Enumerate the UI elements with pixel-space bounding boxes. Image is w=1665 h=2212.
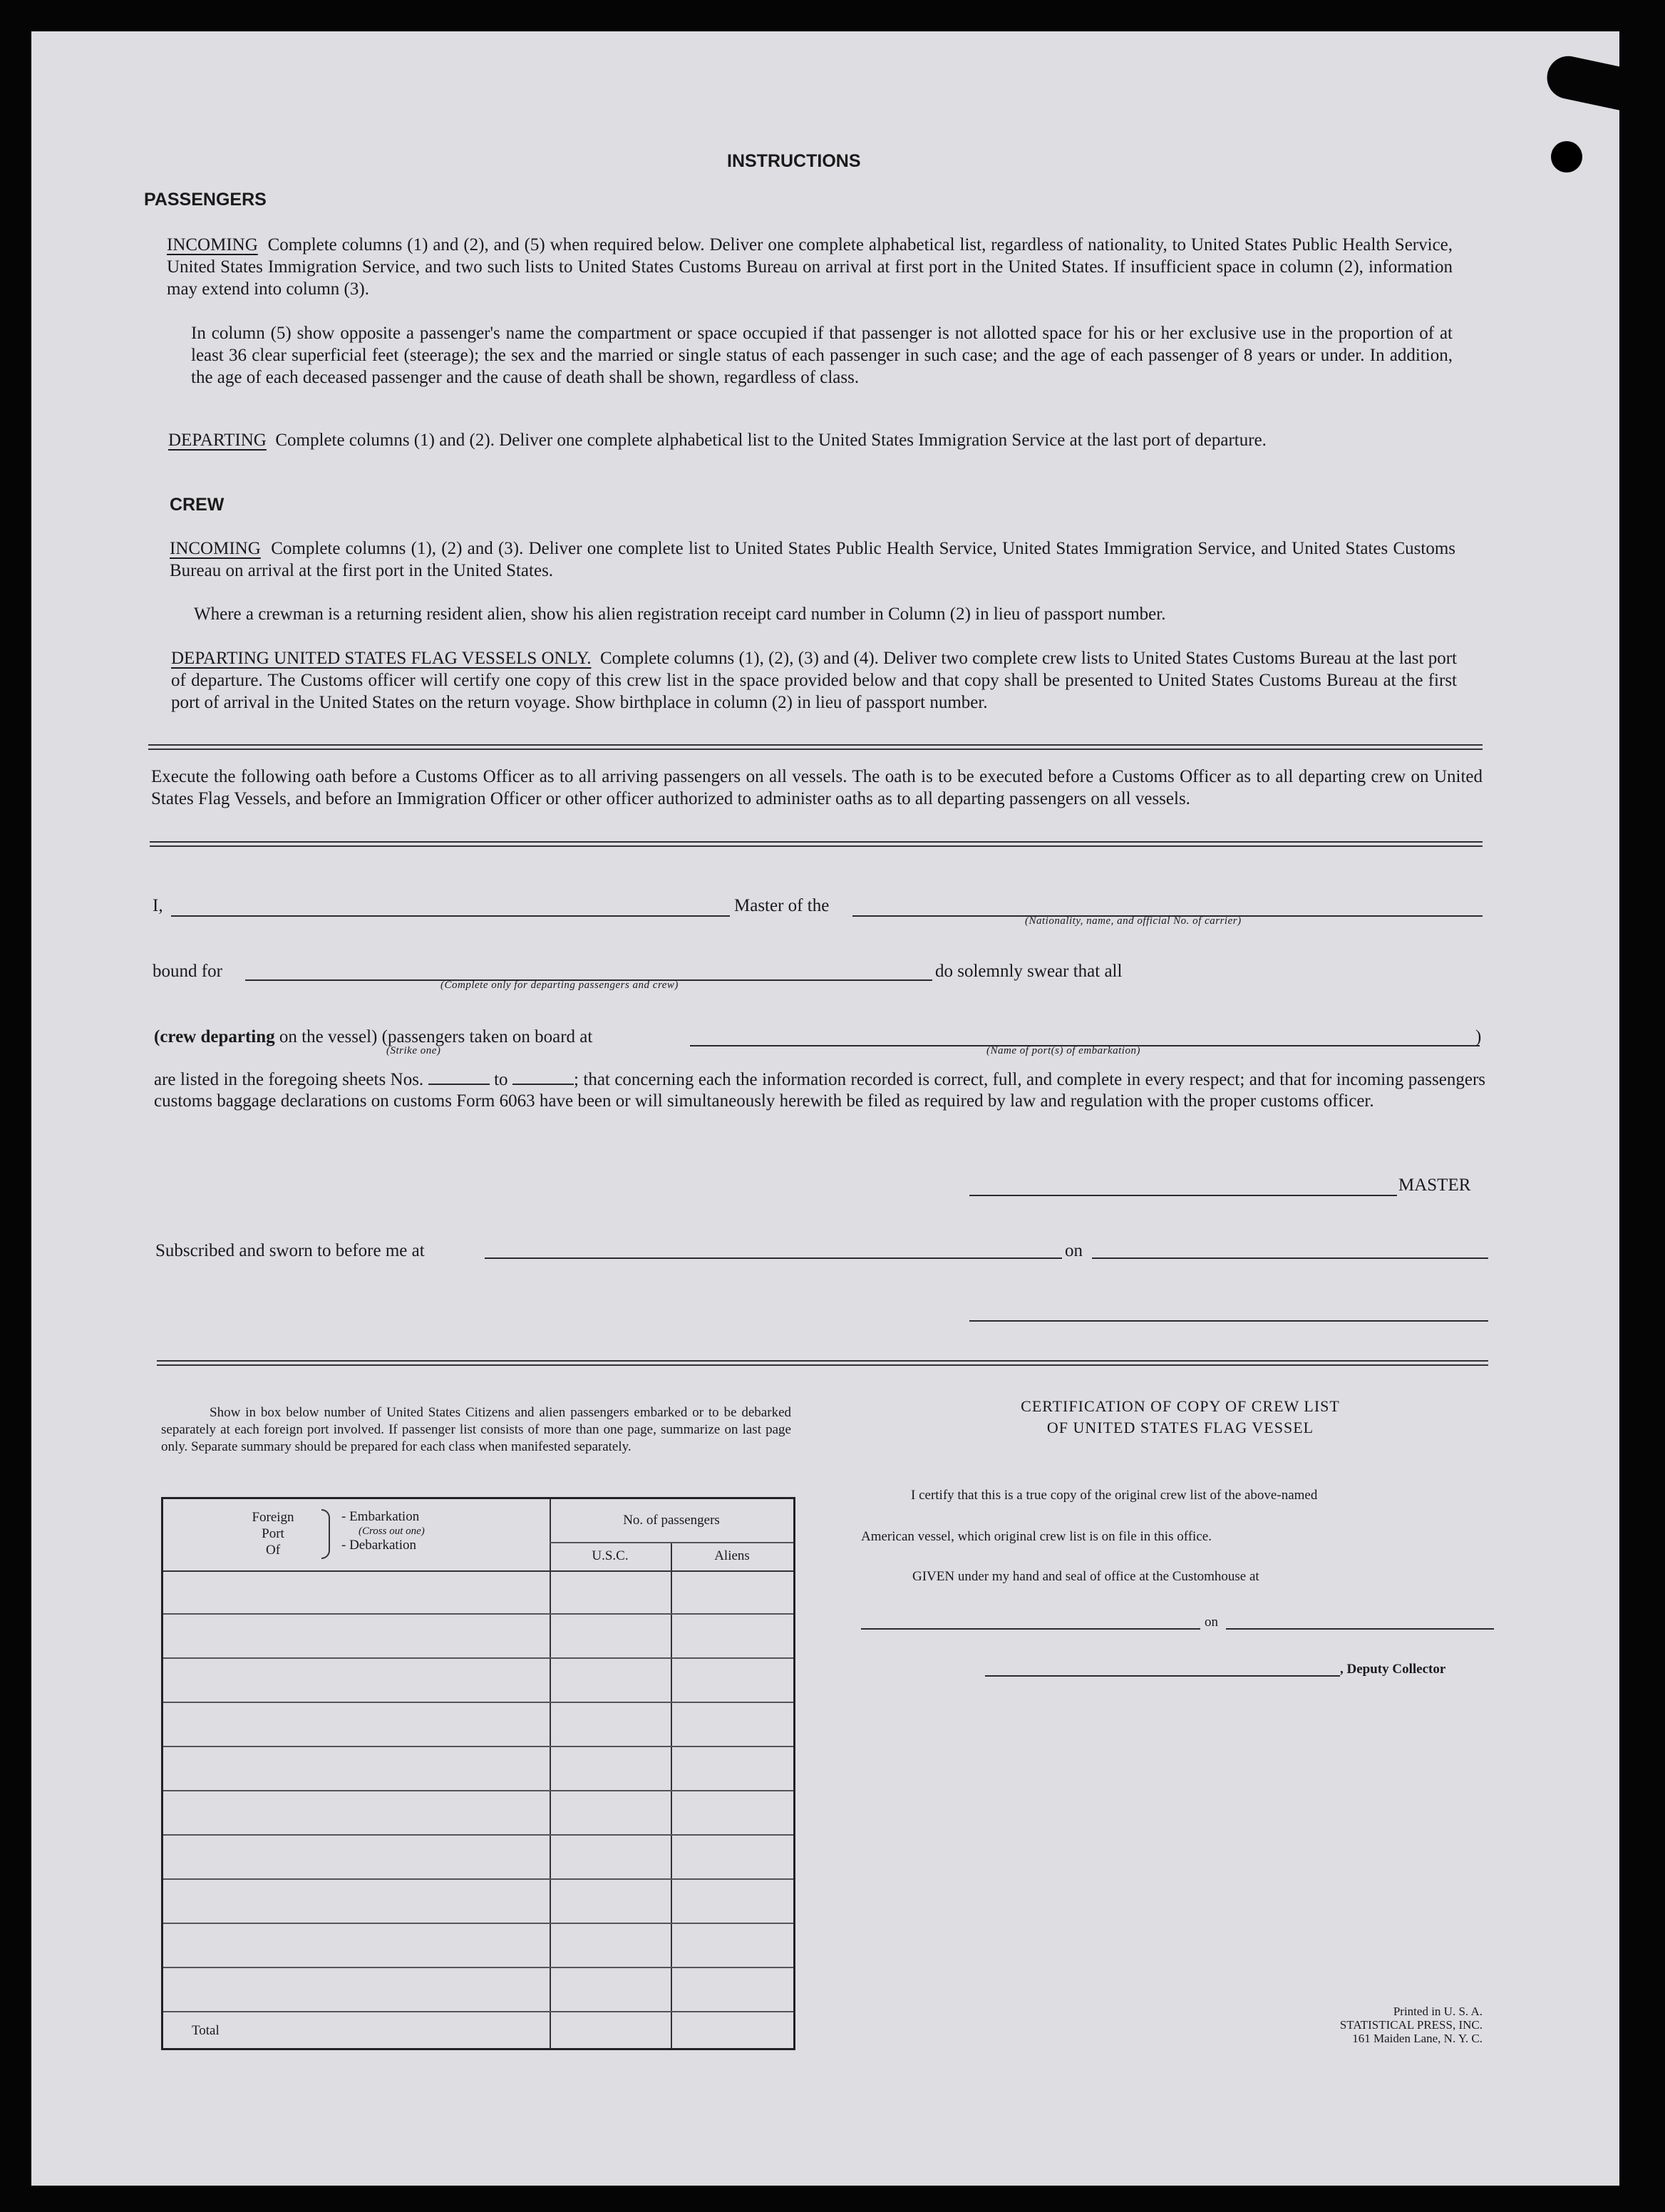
- sworn-on-label: on: [1065, 1241, 1083, 1260]
- master-signature-field[interactable]: [969, 1195, 1397, 1196]
- port-text: Port: [262, 1526, 284, 1541]
- column5-paragraph: In column (5) show opposite a passenger's name the compartment or space occupied if that passenger is not allotted space for his or her exclusive use in the proportion of at least 36 clear superficial feet (steerage); the sex and the married or single status of each passenger in such case; and the age of each passenger of 8 years or under. In addition, the age of each deceased passenger and the cause of death shall be shown, regardless of class.: [191, 324, 1453, 387]
- certification-date-field[interactable]: [1226, 1628, 1494, 1630]
- certification-title-line1: CERTIFICATION OF COPY OF CREW LIST: [1021, 1397, 1340, 1415]
- given-text: GIVEN under my hand and seal of office at the Customhouse at: [912, 1569, 1259, 1584]
- aliens-header: Aliens: [714, 1548, 750, 1563]
- certification-title-line2: OF UNITED STATES FLAG VESSEL: [1046, 1419, 1314, 1436]
- on-the-vessel-text[interactable]: on the vessel) (passengers taken on board at: [279, 1027, 593, 1046]
- foreign-port-of-header: [237, 1509, 309, 1558]
- brace: [321, 1509, 330, 1559]
- master-label: MASTER: [1398, 1176, 1471, 1195]
- sheet-to-field[interactable]: [512, 1069, 574, 1085]
- crew-passengers-line: [154, 1027, 592, 1048]
- to-text: to: [494, 1070, 508, 1089]
- flag-vessels-label: DEPARTING UNITED STATES FLAG VESSELS ONLY.: [171, 649, 592, 668]
- printer-line1: Printed in U. S. A.: [1393, 2005, 1483, 2018]
- passengers-departing-paragraph: [168, 429, 1453, 451]
- crew-incoming-text: Complete columns (1), (2) and (3). Deliver one complete list to United States Public Health Service, United States Immigration Service, and United States Customs Bureau on arrival at the first port in the United States.: [170, 539, 1456, 580]
- debarkation-option[interactable]: - Debarkation: [341, 1538, 416, 1553]
- name-of-port-caption: (Name of port(s) of embarkation): [986, 1045, 1140, 1056]
- crewman-paragraph: Where a crewman is a returning resident alien, show his alien registration receipt card number in Column (2) in lieu of passport number.: [194, 605, 1166, 624]
- solemnly-swear-text: do solemnly swear that all: [935, 962, 1123, 981]
- complete-only-caption: (Complete only for departing passengers and crew): [440, 979, 679, 991]
- listed-rest-text: ; that concerning each the information recorded is correct, full, and complete in every respect; and that for incoming passengers customs baggage declarations on customs Form 6063 have been or will simultaneously herewith be filed as required by law and regulation with the proper customs officer.: [154, 1070, 1485, 1111]
- i-label: I,: [153, 896, 163, 915]
- embarkation-debarkation-header: [341, 1509, 425, 1553]
- certification-on-label: on: [1205, 1615, 1218, 1630]
- divider: [150, 841, 1483, 847]
- certify-text: I certify that this is a true copy of the original crew list of the above-named: [911, 1488, 1318, 1503]
- sworn-place-field[interactable]: [485, 1257, 1062, 1259]
- total-label: Total: [192, 2023, 220, 2038]
- american-vessel-text: American vessel, which original crew list is on file in this office.: [861, 1529, 1212, 1544]
- cross-out-caption: (Cross out one): [359, 1526, 425, 1537]
- sheet-from-field[interactable]: [428, 1069, 490, 1085]
- usc-header: U.S.C.: [592, 1548, 629, 1563]
- departing-label: DEPARTING: [168, 431, 267, 450]
- subscribed-label: Subscribed and sworn to before me at: [155, 1241, 425, 1260]
- printer-line3: 161 Maiden Lane, N. Y. C.: [1352, 2032, 1483, 2045]
- crew-incoming-label: INCOMING: [170, 539, 261, 558]
- incoming-text: Complete columns (1) and (2), and (5) when required below. Deliver one complete alphabetical list, regardless of nationality, to United States Public Health Service, United States Immigration Service, and two such lists to United States Customs Bureau on arrival at first port in the United States. If insufficient space in column (2), information may extend into column (3).: [167, 235, 1453, 299]
- passengers-heading: PASSENGERS: [144, 190, 267, 210]
- printer-info: [1212, 2005, 1483, 2045]
- no-of-passengers-header: No. of passengers: [623, 1513, 720, 1528]
- officer-signature-field[interactable]: [969, 1320, 1488, 1322]
- passenger-summary-table: [161, 1497, 795, 2050]
- instructions-title: INSTRUCTIONS: [727, 151, 861, 171]
- master-name-field[interactable]: [171, 915, 730, 917]
- incoming-label: INCOMING: [167, 235, 258, 254]
- sworn-date-field[interactable]: [1092, 1257, 1488, 1259]
- foreign-text: Foreign: [252, 1510, 294, 1525]
- of-text: Of: [265, 1543, 281, 1558]
- divider: [148, 744, 1483, 750]
- closing-paren: ): [1475, 1027, 1482, 1046]
- strike-one-caption: (Strike one): [386, 1045, 441, 1056]
- customhouse-field[interactable]: [861, 1628, 1200, 1630]
- flag-vessels-paragraph: [171, 647, 1457, 714]
- listed-paragraph: [154, 1069, 1485, 1112]
- summary-note: Show in box below number of United States Citizens and alien passengers embarked or to be debarked separately at each foreign port involved. If passenger list consists of more than one page, summarize on last page only. Separate summary should be prepared for each class when manifested separately.: [161, 1405, 791, 1454]
- certification-title: [902, 1396, 1458, 1439]
- crew-departing-text[interactable]: (crew departing: [154, 1027, 275, 1046]
- passengers-incoming-paragraph: [167, 234, 1453, 300]
- departing-text: Complete columns (1) and (2). Deliver one complete alphabetical list to the United States Immigration Service at the last port of departure.: [275, 431, 1267, 450]
- divider: [157, 1360, 1488, 1366]
- nationality-caption: (Nationality, name, and official No. of carrier): [1025, 915, 1242, 927]
- printer-line2: STATISTICAL PRESS, INC.: [1339, 2018, 1483, 2032]
- bound-for-label: bound for: [153, 962, 222, 981]
- punch-hole: [1551, 141, 1582, 173]
- deputy-collector-label: , Deputy Collector: [1340, 1662, 1446, 1677]
- are-listed-text: are listed in the foregoing sheets Nos.: [154, 1070, 424, 1089]
- master-of-the-label: Master of the: [734, 896, 830, 915]
- flag-vessels-text: Complete columns (1), (2), (3) and (4). Deliver two complete crew lists to United States Customs Bureau at the last port of departure. The Customs officer will certify one copy of this crew list in the space provided below and that copy shall be presented to United States Customs Bureau at the first port of arrival in the United States on the return voyage. Show birthplace in column (2) in lieu of passport number.: [171, 649, 1458, 712]
- crew-heading: CREW: [170, 495, 225, 515]
- embarkation-option[interactable]: - Embarkation: [341, 1509, 420, 1524]
- deputy-collector-signature-field[interactable]: [985, 1675, 1340, 1677]
- crew-incoming-paragraph: [170, 537, 1455, 582]
- oath-intro: Execute the following oath before a Customs Officer as to all arriving passengers on all vessels. The oath is to be executed before a Customs Officer as to all departing crew on United States Flag Vessels, and before an Immigration Officer or other officer authorized to administer oaths as to all departing passengers on all vessels.: [151, 767, 1483, 808]
